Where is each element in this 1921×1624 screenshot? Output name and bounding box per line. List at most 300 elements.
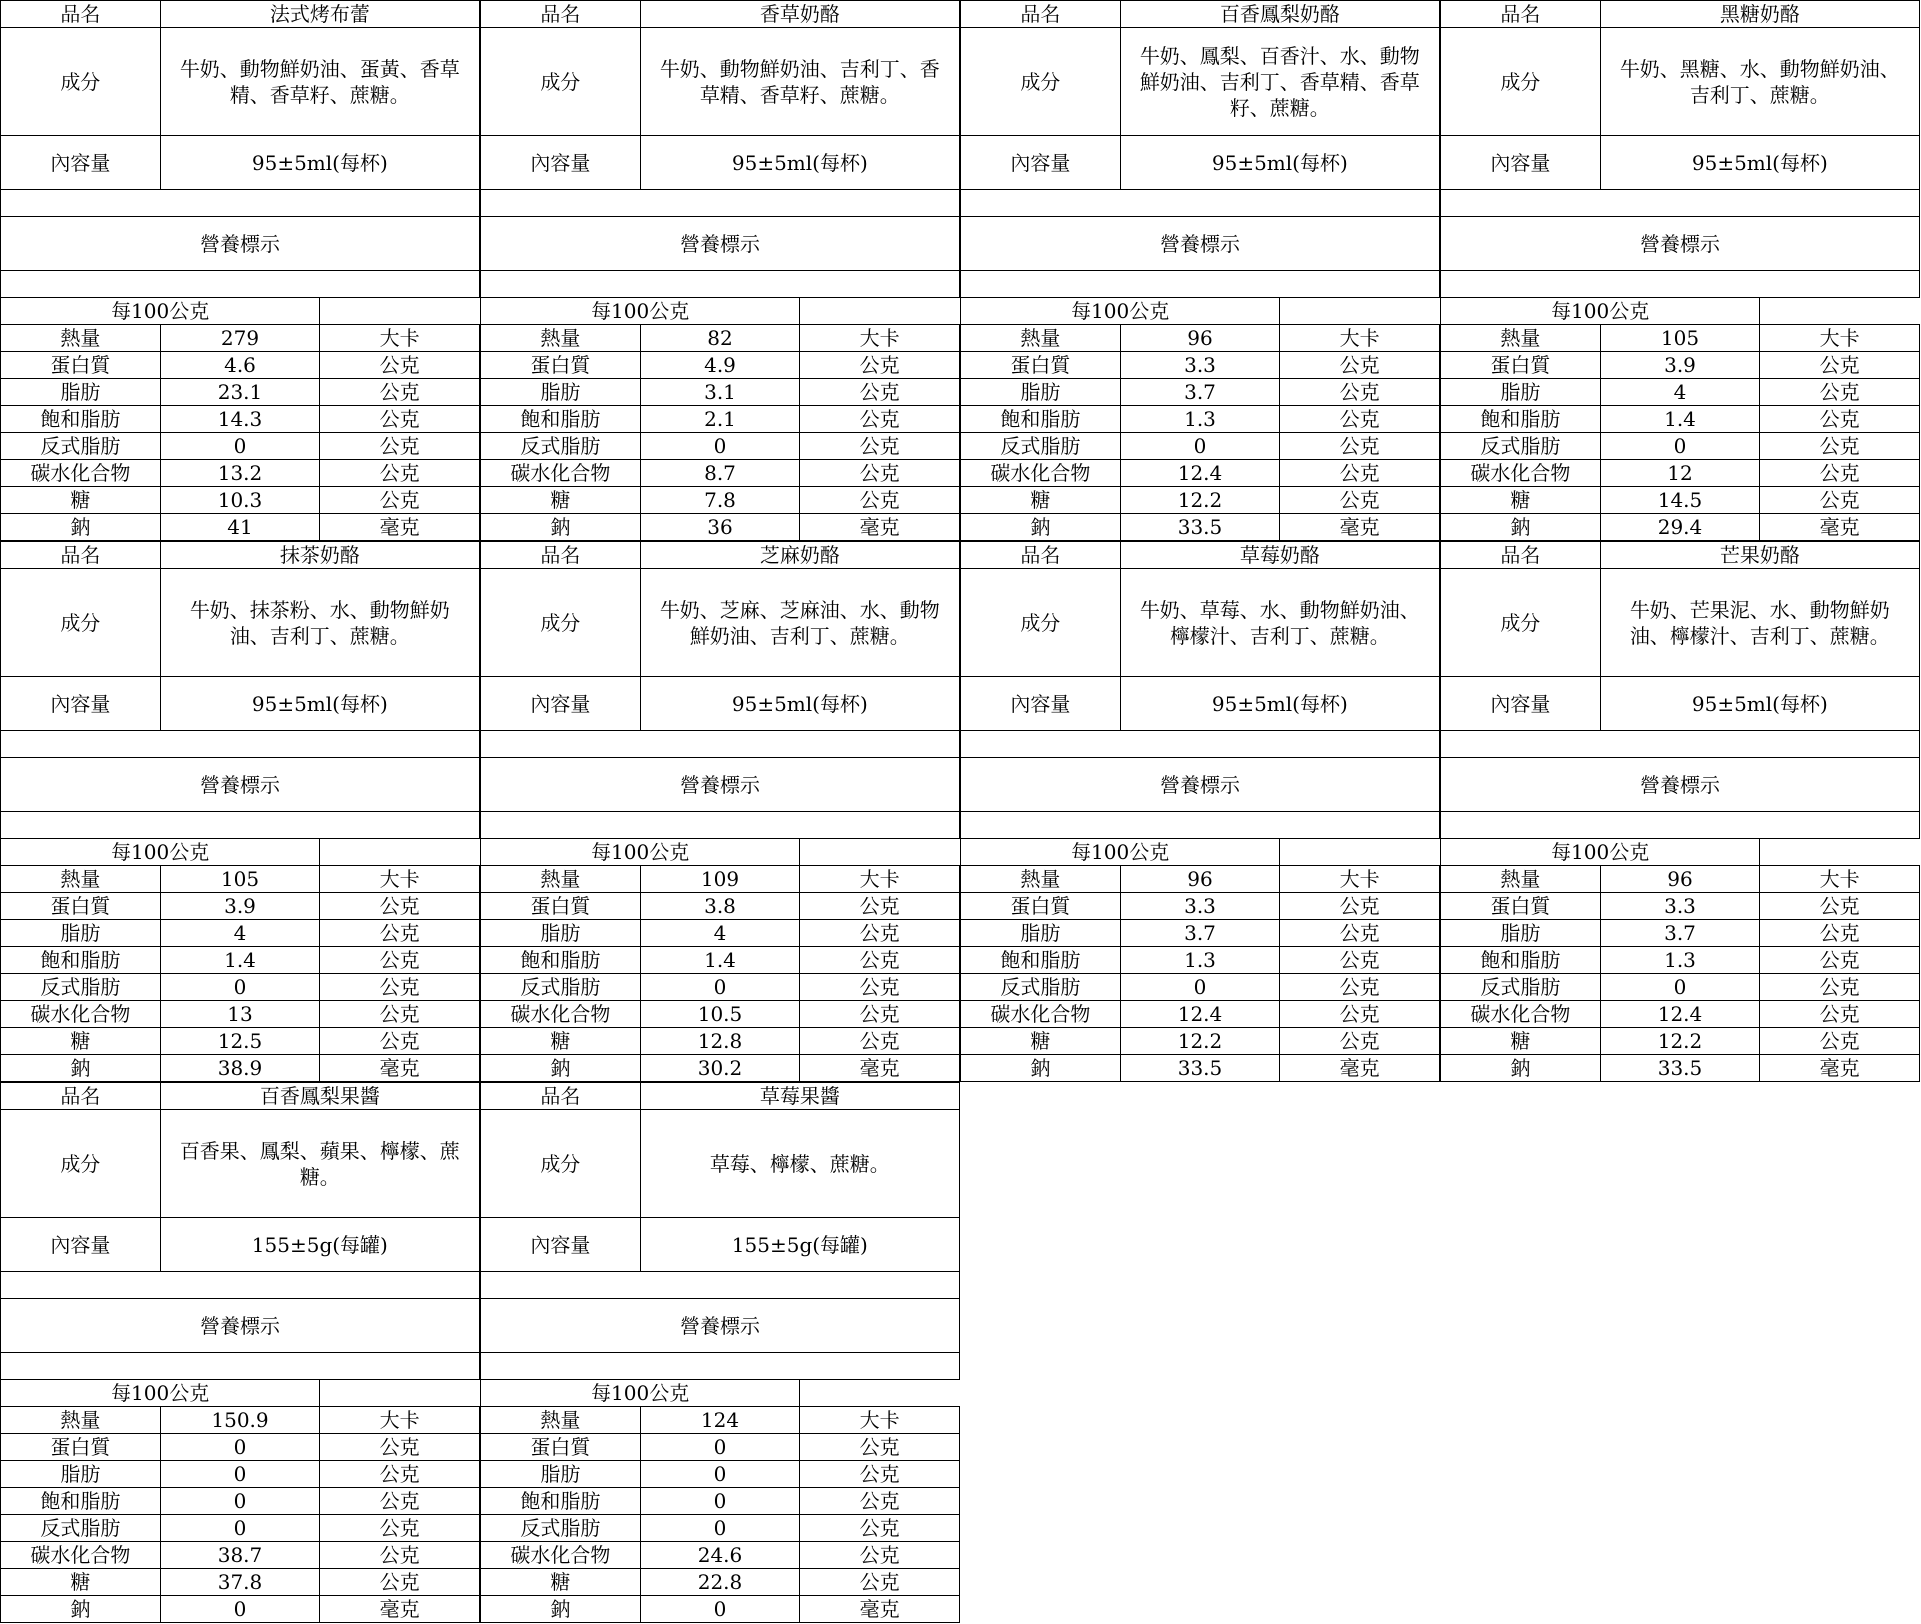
nutrition-heading: 營養標示 xyxy=(481,758,960,811)
nutrient-row xyxy=(1,1542,480,1569)
nutrient-name: 飽和脂肪 xyxy=(481,947,641,973)
nutrient-unit: 公克 xyxy=(800,460,960,486)
nutrient-name: 蛋白質 xyxy=(481,893,641,919)
nutrient-value: 4 xyxy=(1601,379,1761,405)
nutrient-unit: 毫克 xyxy=(320,1055,480,1081)
nutrient-value: 96 xyxy=(1121,325,1281,351)
nutrient-name: 飽和脂肪 xyxy=(961,406,1121,432)
product-name: 芒果奶酪 xyxy=(1601,542,1920,568)
nutrient-row xyxy=(1,514,480,541)
spacer-row xyxy=(961,731,1440,758)
nutrient-value: 3.3 xyxy=(1121,893,1281,919)
nutrient-unit: 公克 xyxy=(1760,433,1920,459)
nutrient-row xyxy=(1,1055,480,1082)
per-100g-label: 每100公克 xyxy=(1,298,320,324)
nutrient-name: 飽和脂肪 xyxy=(1441,947,1601,973)
nutrient-unit: 公克 xyxy=(320,1542,480,1568)
spacer-cell xyxy=(1441,271,1920,297)
nutrient-value: 33.5 xyxy=(1121,1055,1281,1081)
spacer-row xyxy=(481,1353,960,1380)
product-name: 百香鳳梨奶酪 xyxy=(1121,1,1440,27)
nutrient-row xyxy=(1441,1001,1920,1028)
nutrient-row xyxy=(961,514,1440,541)
per-100g-label: 每100公克 xyxy=(1441,298,1760,324)
volume-label: 內容量 xyxy=(481,136,641,189)
nutrient-name: 碳水化合物 xyxy=(1441,1001,1601,1027)
nutrient-value: 105 xyxy=(161,866,321,892)
nutrient-row xyxy=(481,1407,960,1434)
nutrient-row xyxy=(1,1569,480,1596)
nutrition-heading-row xyxy=(961,758,1440,812)
ingredients-text: 牛奶、動物鮮奶油、蛋黃、香草精、香草籽、蔗糖。 xyxy=(161,28,480,135)
nutrient-name: 蛋白質 xyxy=(1,893,161,919)
nutrient-value: 7.8 xyxy=(641,487,801,513)
nutrient-row xyxy=(961,920,1440,947)
nutrient-unit: 公克 xyxy=(1280,920,1440,946)
nutrient-value: 13.2 xyxy=(161,460,321,486)
nutrient-unit: 公克 xyxy=(320,1488,480,1514)
product-name-row xyxy=(1441,1,1920,28)
nutrient-value: 8.7 xyxy=(641,460,801,486)
nutrient-name: 糖 xyxy=(1441,1028,1601,1054)
nutrient-name: 熱量 xyxy=(1441,325,1601,351)
volume-value: 95±5ml(每杯) xyxy=(1601,677,1920,730)
nutrient-unit: 公克 xyxy=(1760,406,1920,432)
nutrient-value: 0 xyxy=(161,1596,321,1622)
nutrient-name: 糖 xyxy=(481,487,641,513)
nutrient-value: 0 xyxy=(161,1515,321,1541)
product-name: 芝麻奶酪 xyxy=(641,542,960,568)
nutrient-value: 3.8 xyxy=(641,893,801,919)
product-block xyxy=(1440,0,1920,541)
nutrient-value: 36 xyxy=(641,514,801,540)
ingredients-label: 成分 xyxy=(1441,569,1601,676)
ingredients-text: 牛奶、動物鮮奶油、吉利丁、香草精、香草籽、蔗糖。 xyxy=(641,28,960,135)
ingredients-label: 成分 xyxy=(481,28,641,135)
product-name-row xyxy=(961,542,1440,569)
nutrient-row xyxy=(481,1569,960,1596)
nutrient-row xyxy=(1,487,480,514)
spacer-row xyxy=(1,812,480,839)
nutrient-unit: 大卡 xyxy=(320,866,480,892)
product-name-row xyxy=(481,1083,960,1110)
ingredients-text: 牛奶、黑糖、水、動物鮮奶油、吉利丁、蔗糖。 xyxy=(1601,28,1920,135)
ingredients-row xyxy=(1,1110,480,1218)
nutrient-unit: 公克 xyxy=(1280,433,1440,459)
nutrient-value: 30.2 xyxy=(641,1055,801,1081)
nutrient-value: 3.9 xyxy=(1601,352,1761,378)
nutrition-heading: 營養標示 xyxy=(1,217,480,270)
nutrient-unit: 公克 xyxy=(800,1028,960,1054)
nutrient-unit: 公克 xyxy=(800,1488,960,1514)
ingredients-text: 牛奶、草莓、水、動物鮮奶油、檸檬汁、吉利丁、蔗糖。 xyxy=(1121,569,1440,676)
volume-label: 內容量 xyxy=(1,677,161,730)
nutrient-value: 22.8 xyxy=(641,1569,801,1595)
name-label: 品名 xyxy=(961,542,1121,568)
nutrient-row xyxy=(961,352,1440,379)
nutrient-row xyxy=(1441,514,1920,541)
ingredients-row xyxy=(481,569,960,677)
per-100g-label: 每100公克 xyxy=(481,298,800,324)
spacer-row xyxy=(1,731,480,758)
spacer-cell xyxy=(961,812,1440,838)
volume-row xyxy=(481,677,960,731)
nutrient-name: 鈉 xyxy=(1,1596,161,1622)
name-label: 品名 xyxy=(481,542,641,568)
product-name: 草莓奶酪 xyxy=(1121,542,1440,568)
ingredients-row xyxy=(961,569,1440,677)
per-100g-label: 每100公克 xyxy=(961,839,1280,865)
ingredients-label: 成分 xyxy=(481,569,641,676)
nutrient-unit: 公克 xyxy=(800,487,960,513)
product-block xyxy=(0,0,480,541)
nutrient-name: 碳水化合物 xyxy=(1441,460,1601,486)
nutrient-name: 反式脂肪 xyxy=(1,433,161,459)
nutrient-value: 0 xyxy=(641,974,801,1000)
nutrient-unit: 公克 xyxy=(1760,947,1920,973)
nutrient-name: 蛋白質 xyxy=(481,1434,641,1460)
per-100g-label: 每100公克 xyxy=(481,839,800,865)
nutrient-value: 124 xyxy=(641,1407,801,1433)
spacer-cell xyxy=(1,271,480,297)
spacer-row xyxy=(1,271,480,298)
nutrient-row xyxy=(1,433,480,460)
nutrition-heading: 營養標示 xyxy=(1,1299,480,1352)
nutrient-value: 0 xyxy=(641,1488,801,1514)
nutrient-row xyxy=(481,1434,960,1461)
nutrient-unit: 公克 xyxy=(800,352,960,378)
product-block xyxy=(480,0,960,541)
nutrient-unit: 公克 xyxy=(1280,947,1440,973)
nutrient-row xyxy=(961,325,1440,352)
spacer-row xyxy=(481,812,960,839)
nutrient-row xyxy=(481,433,960,460)
nutrient-unit: 公克 xyxy=(1280,974,1440,1000)
nutrient-value: 4.6 xyxy=(161,352,321,378)
nutrition-heading-row xyxy=(1441,217,1920,271)
volume-row xyxy=(1,1218,480,1272)
volume-label: 內容量 xyxy=(961,136,1121,189)
nutrition-heading-row xyxy=(1,1299,480,1353)
nutrient-name: 脂肪 xyxy=(1441,920,1601,946)
nutrition-heading-row xyxy=(481,217,960,271)
ingredients-label: 成分 xyxy=(1,569,161,676)
nutrient-unit: 公克 xyxy=(800,1434,960,1460)
nutrient-unit: 公克 xyxy=(1280,1001,1440,1027)
nutrient-value: 150.9 xyxy=(161,1407,321,1433)
spacer-row xyxy=(481,1272,960,1299)
nutrient-row xyxy=(481,1596,960,1623)
product-block xyxy=(480,1082,960,1623)
nutrient-name: 熱量 xyxy=(961,325,1121,351)
nutrient-row xyxy=(1,1515,480,1542)
nutrient-name: 碳水化合物 xyxy=(481,1542,641,1568)
nutrient-value: 3.3 xyxy=(1601,893,1761,919)
ingredients-text: 牛奶、抹茶粉、水、動物鮮奶油、吉利丁、蔗糖。 xyxy=(161,569,480,676)
nutrient-row xyxy=(1441,1028,1920,1055)
nutrient-row xyxy=(481,379,960,406)
ingredients-label: 成分 xyxy=(1,28,161,135)
nutrient-row xyxy=(1441,325,1920,352)
nutrient-unit: 公克 xyxy=(320,1569,480,1595)
nutrient-unit: 大卡 xyxy=(800,325,960,351)
nutrient-value: 1.4 xyxy=(641,947,801,973)
nutrient-row xyxy=(481,1055,960,1082)
nutrient-row xyxy=(1441,406,1920,433)
nutrient-unit: 公克 xyxy=(1280,379,1440,405)
nutrient-name: 反式脂肪 xyxy=(481,974,641,1000)
nutrient-value: 1.3 xyxy=(1121,406,1281,432)
nutrient-name: 鈉 xyxy=(481,1596,641,1622)
ingredients-row xyxy=(481,28,960,136)
spacer-row xyxy=(1,1353,480,1380)
volume-value: 95±5ml(每杯) xyxy=(1601,136,1920,189)
nutrient-value: 96 xyxy=(1121,866,1281,892)
nutrient-row xyxy=(481,325,960,352)
nutrient-value: 3.7 xyxy=(1121,920,1281,946)
nutrient-value: 0 xyxy=(1121,433,1281,459)
spacer-row xyxy=(481,190,960,217)
nutrient-row xyxy=(481,866,960,893)
nutrient-value: 12.8 xyxy=(641,1028,801,1054)
ingredients-text: 百香果、鳳梨、蘋果、檸檬、蔗糖。 xyxy=(161,1110,480,1217)
nutrient-name: 碳水化合物 xyxy=(1,1001,161,1027)
product-name-row xyxy=(481,542,960,569)
nutrient-row xyxy=(1441,487,1920,514)
product-name-row xyxy=(481,1,960,28)
nutrient-value: 10.5 xyxy=(641,1001,801,1027)
nutrient-unit: 公克 xyxy=(1760,460,1920,486)
nutrient-unit: 公克 xyxy=(800,406,960,432)
spacer-row xyxy=(481,271,960,298)
nutrient-unit: 公克 xyxy=(1760,893,1920,919)
nutrient-row xyxy=(961,433,1440,460)
nutrient-name: 碳水化合物 xyxy=(961,1001,1121,1027)
nutrient-name: 反式脂肪 xyxy=(481,433,641,459)
nutrient-value: 4.9 xyxy=(641,352,801,378)
nutrient-name: 脂肪 xyxy=(1,920,161,946)
per-100g-row xyxy=(961,839,1440,866)
nutrient-row xyxy=(481,974,960,1001)
nutrient-name: 糖 xyxy=(1,1028,161,1054)
nutrient-row xyxy=(961,974,1440,1001)
nutrient-unit: 毫克 xyxy=(1760,514,1920,540)
nutrient-name: 糖 xyxy=(1,487,161,513)
nutrient-value: 24.6 xyxy=(641,1542,801,1568)
nutrient-name: 反式脂肪 xyxy=(481,1515,641,1541)
nutrient-unit: 公克 xyxy=(320,379,480,405)
nutrient-name: 反式脂肪 xyxy=(961,433,1121,459)
nutrient-name: 熱量 xyxy=(1441,866,1601,892)
spacer-row xyxy=(1441,271,1920,298)
nutrient-value: 0 xyxy=(1121,974,1281,1000)
product-name: 抹茶奶酪 xyxy=(161,542,480,568)
nutrient-row xyxy=(481,1028,960,1055)
nutrient-name: 熱量 xyxy=(1,1407,161,1433)
nutrient-name: 鈉 xyxy=(481,514,641,540)
volume-value: 95±5ml(每杯) xyxy=(641,136,960,189)
nutrient-value: 279 xyxy=(161,325,321,351)
nutrition-heading-row xyxy=(1,217,480,271)
nutrient-name: 鈉 xyxy=(961,514,1121,540)
nutrient-row xyxy=(481,893,960,920)
nutrient-value: 3.7 xyxy=(1121,379,1281,405)
nutrient-unit: 毫克 xyxy=(1760,1055,1920,1081)
nutrient-row xyxy=(1,1407,480,1434)
nutrient-unit: 公克 xyxy=(1760,1028,1920,1054)
nutrient-name: 脂肪 xyxy=(961,379,1121,405)
nutrient-unit: 公克 xyxy=(800,947,960,973)
volume-label: 內容量 xyxy=(961,677,1121,730)
nutrient-name: 脂肪 xyxy=(1441,379,1601,405)
nutrient-row xyxy=(481,1542,960,1569)
ingredients-row xyxy=(481,1110,960,1218)
nutrient-unit: 公克 xyxy=(1760,379,1920,405)
product-name-row xyxy=(1,1,480,28)
nutrient-value: 105 xyxy=(1601,325,1761,351)
nutrition-heading: 營養標示 xyxy=(1,758,480,811)
nutrient-name: 糖 xyxy=(961,487,1121,513)
nutrient-unit: 公克 xyxy=(800,1542,960,1568)
name-label: 品名 xyxy=(961,1,1121,27)
spacer-cell xyxy=(481,1272,960,1298)
nutrient-name: 鈉 xyxy=(481,1055,641,1081)
spacer-cell xyxy=(1441,190,1920,216)
per-100g-label: 每100公克 xyxy=(1441,839,1760,865)
nutrient-row xyxy=(1,325,480,352)
nutrient-value: 12 xyxy=(1601,460,1761,486)
nutrient-unit: 公克 xyxy=(320,893,480,919)
name-label: 品名 xyxy=(481,1083,641,1109)
nutrient-row xyxy=(1441,379,1920,406)
ingredients-label: 成分 xyxy=(961,28,1121,135)
volume-row xyxy=(481,1218,960,1272)
nutrient-row xyxy=(481,460,960,487)
volume-row xyxy=(1441,136,1920,190)
spacer-row xyxy=(961,812,1440,839)
per-100g-row xyxy=(1,839,480,866)
nutrient-row xyxy=(961,460,1440,487)
nutrient-unit: 公克 xyxy=(1760,920,1920,946)
per-100g-row xyxy=(481,839,960,866)
spacer-cell xyxy=(481,1353,960,1379)
nutrient-value: 1.4 xyxy=(161,947,321,973)
nutrient-value: 3.1 xyxy=(641,379,801,405)
per-100g-row xyxy=(1441,839,1920,866)
nutrient-unit: 公克 xyxy=(800,433,960,459)
volume-value: 95±5ml(每杯) xyxy=(641,677,960,730)
ingredients-label: 成分 xyxy=(1,1110,161,1217)
nutrient-row xyxy=(961,1055,1440,1082)
name-label: 品名 xyxy=(1441,542,1601,568)
nutrient-name: 脂肪 xyxy=(1,379,161,405)
spacer-cell xyxy=(481,731,960,757)
volume-row xyxy=(1441,677,1920,731)
nutrition-heading: 營養標示 xyxy=(481,1299,960,1352)
nutrient-name: 蛋白質 xyxy=(1441,893,1601,919)
nutrient-value: 33.5 xyxy=(1121,514,1281,540)
nutrient-unit: 公克 xyxy=(1280,893,1440,919)
nutrient-value: 1.3 xyxy=(1601,947,1761,973)
nutrient-unit: 公克 xyxy=(800,379,960,405)
nutrient-unit: 毫克 xyxy=(800,514,960,540)
nutrient-row xyxy=(481,1488,960,1515)
spacer-row xyxy=(1441,812,1920,839)
product-block xyxy=(1440,541,1920,1082)
nutrient-row xyxy=(481,1515,960,1542)
nutrient-unit: 公克 xyxy=(1760,974,1920,1000)
nutrient-value: 3.3 xyxy=(1121,352,1281,378)
name-label: 品名 xyxy=(1,1,161,27)
nutrient-value: 38.9 xyxy=(161,1055,321,1081)
nutrient-unit: 公克 xyxy=(800,974,960,1000)
nutrient-name: 反式脂肪 xyxy=(1441,433,1601,459)
product-block xyxy=(960,0,1440,541)
per-100g-row xyxy=(1441,298,1920,325)
nutrient-row xyxy=(1,866,480,893)
nutrient-name: 飽和脂肪 xyxy=(481,1488,641,1514)
nutrient-row xyxy=(1,352,480,379)
spacer-row xyxy=(481,731,960,758)
nutrient-value: 0 xyxy=(1601,433,1761,459)
volume-label: 內容量 xyxy=(1441,136,1601,189)
per-100g-row xyxy=(961,298,1440,325)
nutrient-name: 糖 xyxy=(481,1569,641,1595)
nutrient-unit: 公克 xyxy=(320,947,480,973)
product-block xyxy=(960,541,1440,1082)
nutrient-row xyxy=(1,406,480,433)
nutrition-heading: 營養標示 xyxy=(961,217,1440,270)
nutrient-unit: 毫克 xyxy=(1280,1055,1440,1081)
nutrient-name: 熱量 xyxy=(481,866,641,892)
nutrient-value: 0 xyxy=(161,1434,321,1460)
product-name: 黑糖奶酪 xyxy=(1601,1,1920,27)
nutrient-value: 14.3 xyxy=(161,406,321,432)
per-100g-row xyxy=(481,1380,960,1407)
nutrient-unit: 毫克 xyxy=(800,1596,960,1622)
spacer-cell xyxy=(961,190,1440,216)
nutrient-name: 鈉 xyxy=(961,1055,1121,1081)
ingredients-text: 牛奶、芒果泥、水、動物鮮奶油、檸檬汁、吉利丁、蔗糖。 xyxy=(1601,569,1920,676)
nutrient-row xyxy=(1,1001,480,1028)
product-block xyxy=(0,1082,480,1623)
spacer-cell xyxy=(1441,731,1920,757)
product-name: 法式烤布蕾 xyxy=(161,1,480,27)
nutrient-value: 1.4 xyxy=(1601,406,1761,432)
nutrient-value: 0 xyxy=(641,433,801,459)
nutrition-heading: 營養標示 xyxy=(481,217,960,270)
nutrient-unit: 公克 xyxy=(800,1515,960,1541)
nutrient-row xyxy=(1,460,480,487)
nutrient-name: 蛋白質 xyxy=(961,893,1121,919)
nutrient-unit: 公克 xyxy=(1280,487,1440,513)
nutrient-row xyxy=(1,1488,480,1515)
nutrition-heading-row xyxy=(481,1299,960,1353)
nutrient-row xyxy=(1,893,480,920)
spacer-cell xyxy=(1441,812,1920,838)
nutrient-unit: 公克 xyxy=(320,352,480,378)
product-block xyxy=(480,541,960,1082)
ingredients-label: 成分 xyxy=(1441,28,1601,135)
ingredients-label: 成分 xyxy=(961,569,1121,676)
nutrient-unit: 公克 xyxy=(320,433,480,459)
nutrient-name: 反式脂肪 xyxy=(961,974,1121,1000)
volume-value: 95±5ml(每杯) xyxy=(161,136,480,189)
nutrient-name: 鈉 xyxy=(1441,1055,1601,1081)
nutrient-value: 12.4 xyxy=(1601,1001,1761,1027)
nutrition-heading-row xyxy=(961,217,1440,271)
nutrient-value: 0 xyxy=(161,1461,321,1487)
